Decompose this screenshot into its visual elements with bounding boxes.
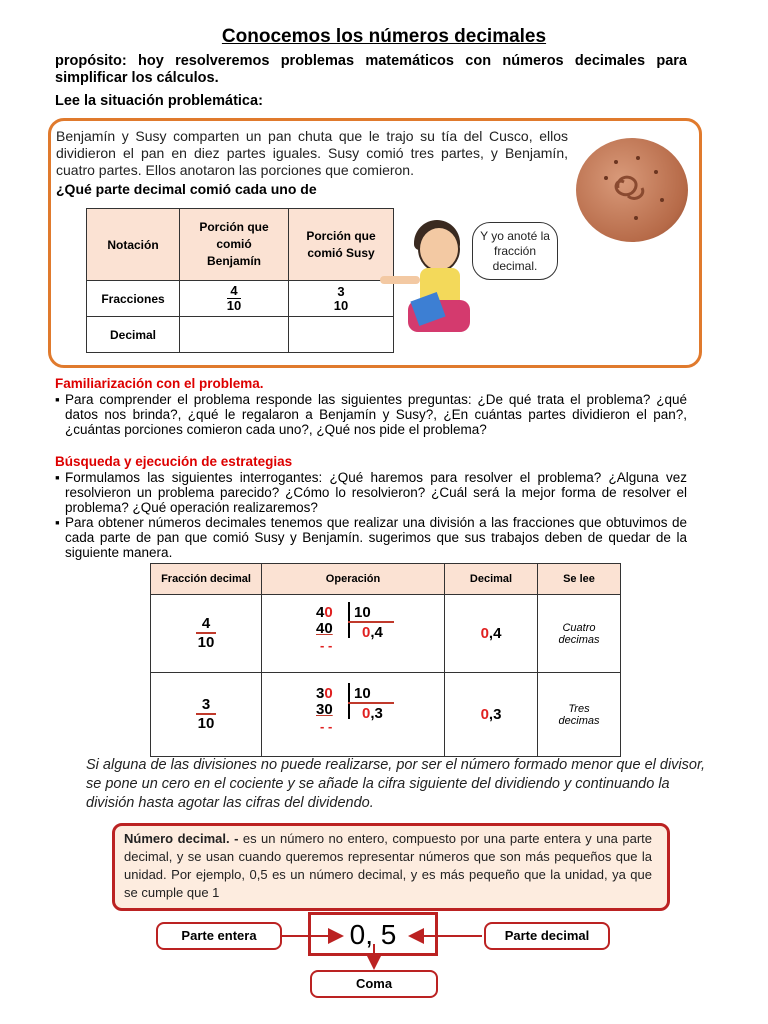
quotient-dec: ,4 <box>370 624 383 641</box>
division-note: Si alguna de las divisiones no puede realizarse, por ser el número formado menor que el divisor, se pone un cero en el cociente y se añade la cifra siguiente del dividiendo y continuando la división hasta agotar las cifras del dividendo. <box>86 757 706 811</box>
header-decimal: Decimal <box>445 564 538 595</box>
row-decimal: Decimal <box>87 317 180 353</box>
fraction-numerator: 3 <box>337 283 345 299</box>
busqueda-bullet-2: ▪ Para obtener números decimales tenemos que realizar una división a las fracciones que obtuvimos de cada parte de pan que comió Susy y Benjamín. sugerimos que sus trabajos deben de quedar de la siguiente manera. <box>55 515 687 560</box>
definition-body: es un número no entero, compuesto por una parte entera y una parte decimal, y se usan cuando queremos representar números que son más pequeños que la unidad. Por ejemplo, 0,5 es un número decimal, y es más pequeño que la unidad, ya que se cumple que 1 <box>124 831 652 900</box>
purpose-text: propósito: hoy resolveremos problemas matemáticos con números decimales para simplificar los cálculos. <box>55 53 687 86</box>
dividend-digit: 4 <box>316 604 325 621</box>
quotient-dec: ,3 <box>370 705 383 722</box>
decimal-int: 0 <box>480 625 489 642</box>
subtrahend: 40 <box>316 620 333 637</box>
header-benjamin: Porción que comió Benjamín <box>180 209 289 281</box>
decimal-rest: ,4 <box>488 625 502 642</box>
fraction-denominator: 10 <box>197 715 215 732</box>
fraction-denominator: 10 <box>226 298 242 313</box>
remainder-dash: - - <box>320 638 333 653</box>
speech-bubble: Y yo anoté la fracción decimal. <box>472 222 558 280</box>
parte-decimal-label: Parte decimal <box>484 922 610 950</box>
quotient-int: 0 <box>362 705 371 722</box>
decimal-number-box: 0, 5 <box>308 912 438 956</box>
story-question: ¿Qué parte decimal comió cada uno de <box>56 181 317 197</box>
parte-entera-label: Parte entera <box>156 922 282 950</box>
story-text: Benjamín y Susy comparten un pan chuta que le trajo su tía del Cusco, ellos dividieron el pan en diez partes iguales. Susy comió tres partes, y Benjamín, cuatro partes. Ellos anotaron las porciones que comieron. <box>56 128 568 178</box>
divisor: 10 <box>354 685 371 702</box>
added-zero: 0 <box>324 685 333 702</box>
header-operacion: Operación <box>262 564 445 595</box>
decimal-int: 0 <box>480 706 489 723</box>
header-notacion: Notación <box>87 209 180 281</box>
header-susy: Porción que comió Susy <box>289 209 394 281</box>
quotient-int: 0 <box>362 624 371 641</box>
remainder-dash: - - <box>320 719 333 734</box>
definition-term: Número decimal. - <box>124 831 239 846</box>
fraction-denominator: 10 <box>197 634 215 651</box>
reading-cell: Cuatro decimas <box>538 595 621 673</box>
subtrahend: 30 <box>316 701 333 718</box>
busqueda-bullet-1: ▪ Formulamos las siguientes interrogantes: ¿Qué haremos para resolver el problema? ¿Alguna vez resolvieron un problema parecido? ¿Cómo lo resolvieron? ¿Cuál será la mejor forma de resolver el problema? ¿Qué operación realizaremos? <box>55 470 687 515</box>
fraction-numerator: 4 <box>196 615 216 634</box>
fraction-numerator: 4 <box>227 284 241 299</box>
fraction-numerator: 3 <box>196 696 216 715</box>
dividend-digit: 3 <box>316 685 325 702</box>
read-instruction: Lee la situación problemática: <box>55 93 263 109</box>
header-selee: Se lee <box>538 564 621 595</box>
divisor: 10 <box>354 604 371 621</box>
row-fracciones: Fracciones <box>87 281 180 317</box>
familiarizacion-heading: Familiarización con el problema. <box>55 376 264 391</box>
familiarizacion-bullet: ▪ Para comprender el problema responde las siguientes preguntas: ¿De qué trata el problema? ¿qué datos nos brinda?, ¿qué le regalaron a Benjamín y Susy?, ¿En cuántas partes dividieron el pan?, ¿cuántas porciones comieron cada uno?, ¿Qué nos pide el problema? <box>55 392 687 437</box>
added-zero: 0 <box>324 604 333 621</box>
busqueda-heading: Búsqueda y ejecución de estrategias <box>55 454 293 469</box>
fraction-denominator: 10 <box>333 297 349 313</box>
reading-cell: Tres decimas <box>538 673 621 757</box>
page-title: Conocemos los números decimales <box>221 26 547 47</box>
coma-label: Coma <box>310 970 438 998</box>
header-fraccion: Fracción decimal <box>151 564 262 595</box>
decimal-rest: ,3 <box>488 706 502 723</box>
